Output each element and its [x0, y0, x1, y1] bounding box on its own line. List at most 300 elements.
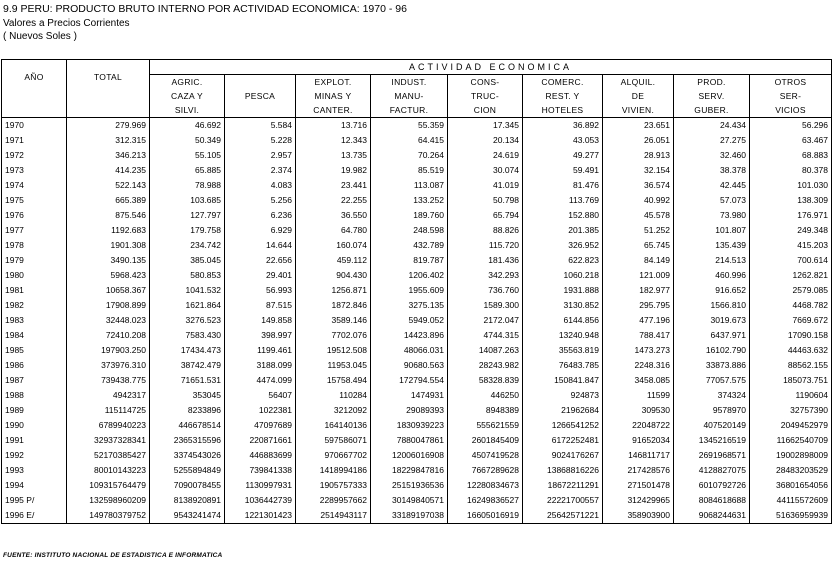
value-cell: 9024176267: [523, 448, 603, 463]
value-cell: 7702.076: [296, 328, 371, 343]
value-cell: 59.491: [523, 163, 603, 178]
value-cell: 42.445: [674, 178, 750, 193]
value-cell: 50.798: [448, 193, 523, 208]
value-cell: 25642571221: [523, 508, 603, 524]
table-row: [2, 118, 832, 134]
value-cell: 4474.099: [225, 373, 296, 388]
value-cell: 32757390: [750, 403, 832, 418]
value-cell: 432.789: [371, 238, 448, 253]
table-row: [2, 178, 832, 193]
table-row: [2, 478, 832, 493]
value-cell: 40.992: [603, 193, 674, 208]
value-cell: 6144.856: [523, 313, 603, 328]
value-cell: 55.105: [150, 148, 225, 163]
value-cell: 65.794: [448, 208, 523, 223]
value-cell: 28243.982: [448, 358, 523, 373]
value-cell: 44115572609: [750, 493, 832, 508]
value-cell: 127.797: [150, 208, 225, 223]
value-cell: 11662540709: [750, 433, 832, 448]
value-cell: 18672211291: [523, 478, 603, 493]
value-cell: 477.196: [603, 313, 674, 328]
value-cell: 56.993: [225, 283, 296, 298]
year-cell: 1975: [2, 193, 67, 208]
value-cell: 3130.852: [523, 298, 603, 313]
value-cell: 57.073: [674, 193, 750, 208]
col-header-activity: [448, 75, 523, 118]
value-cell: 11599: [603, 388, 674, 403]
value-cell: 1266541252: [523, 418, 603, 433]
value-cell: 149.858: [225, 313, 296, 328]
table-row: [2, 343, 832, 358]
value-cell: 1931.888: [523, 283, 603, 298]
value-cell: 7669.672: [750, 313, 832, 328]
value-cell: 179.758: [150, 223, 225, 238]
table-row: [2, 268, 832, 283]
year-cell: 1984: [2, 328, 67, 343]
value-cell: 182.977: [603, 283, 674, 298]
value-cell: 64.780: [296, 223, 371, 238]
value-cell: 85.519: [371, 163, 448, 178]
value-cell: 38742.479: [150, 358, 225, 373]
year-cell: 1989: [2, 403, 67, 418]
table-row: [2, 163, 832, 178]
value-cell: 234.742: [150, 238, 225, 253]
value-cell: 373976.310: [67, 358, 150, 373]
value-cell: 78.988: [150, 178, 225, 193]
value-cell: 48066.031: [371, 343, 448, 358]
value-cell: 113.769: [523, 193, 603, 208]
year-cell: 1972: [2, 148, 67, 163]
value-cell: 19512.508: [296, 343, 371, 358]
value-cell: 36.892: [523, 118, 603, 134]
col-header-year: AÑO: [2, 60, 67, 118]
value-cell: 149780379752: [67, 508, 150, 524]
value-cell: 700.614: [750, 253, 832, 268]
value-cell: 2.374: [225, 163, 296, 178]
value-cell: 197903.250: [67, 343, 150, 358]
value-cell: 63.467: [750, 133, 832, 148]
value-cell: 22221700557: [523, 493, 603, 508]
value-cell: 146811717: [603, 448, 674, 463]
value-cell: 9543241474: [150, 508, 225, 524]
value-cell: 739841338: [225, 463, 296, 478]
value-cell: 138.309: [750, 193, 832, 208]
value-cell: 115.720: [448, 238, 523, 253]
value-cell: 220871661: [225, 433, 296, 448]
value-cell: 4128827075: [674, 463, 750, 478]
value-cell: 12.343: [296, 133, 371, 148]
year-cell: 1995 P/: [2, 493, 67, 508]
value-cell: 3374543026: [150, 448, 225, 463]
value-cell: 189.760: [371, 208, 448, 223]
value-cell: 47097689: [225, 418, 296, 433]
col-header-activity: [750, 75, 832, 118]
value-cell: 32.460: [674, 148, 750, 163]
value-cell: 736.760: [448, 283, 523, 298]
value-cell: 5.256: [225, 193, 296, 208]
table-row: [2, 298, 832, 313]
value-cell: 21962684: [523, 403, 603, 418]
value-cell: 33189197038: [371, 508, 448, 524]
value-cell: 13240.948: [523, 328, 603, 343]
page-title: 9.9 PERU: PRODUCTO BRUTO INTERNO POR ACTIVIDAD ECONOMICA: 1970 - 96: [3, 3, 407, 15]
value-cell: 73.980: [674, 208, 750, 223]
value-cell: 38.378: [674, 163, 750, 178]
value-cell: 2049452979: [750, 418, 832, 433]
col-header-line: SERV.: [698, 91, 725, 101]
value-cell: 970667702: [296, 448, 371, 463]
col-header-activity: [150, 75, 225, 118]
value-cell: 1022381: [225, 403, 296, 418]
value-cell: 819.787: [371, 253, 448, 268]
value-cell: 214.513: [674, 253, 750, 268]
table-row: [2, 148, 832, 163]
value-cell: 17090.158: [750, 328, 832, 343]
value-cell: 5949.052: [371, 313, 448, 328]
year-cell: 1986: [2, 358, 67, 373]
value-cell: 342.293: [448, 268, 523, 283]
value-cell: 1474931: [371, 388, 448, 403]
col-header-line: AGRIC.: [171, 77, 203, 87]
value-cell: 8138920891: [150, 493, 225, 508]
col-header-line: ALQUIL.: [620, 77, 656, 87]
value-cell: 84.149: [603, 253, 674, 268]
value-cell: 522.143: [67, 178, 150, 193]
year-cell: 1985: [2, 343, 67, 358]
table-row: [2, 253, 832, 268]
table-row: [2, 358, 832, 373]
value-cell: 1036442739: [225, 493, 296, 508]
value-cell: 6789940223: [67, 418, 150, 433]
value-cell: 3212092: [296, 403, 371, 418]
col-header-line: TRUC-: [471, 91, 499, 101]
value-cell: 9068244631: [674, 508, 750, 524]
value-cell: 70.264: [371, 148, 448, 163]
value-cell: 22.656: [225, 253, 296, 268]
value-cell: 9578970: [674, 403, 750, 418]
year-cell: 1983: [2, 313, 67, 328]
value-cell: 17908.899: [67, 298, 150, 313]
value-cell: 4468.782: [750, 298, 832, 313]
value-cell: 76483.785: [523, 358, 603, 373]
value-cell: 1905757333: [296, 478, 371, 493]
value-cell: 788.417: [603, 328, 674, 343]
value-cell: 11953.045: [296, 358, 371, 373]
source-note: FUENTE: INSTITUTO NACIONAL DE ESTADISTICA E INFORMATICA: [3, 552, 223, 559]
value-cell: 279.969: [67, 118, 150, 134]
value-cell: 3490.135: [67, 253, 150, 268]
value-cell: 326.952: [523, 238, 603, 253]
col-header-line: PROD.: [697, 77, 726, 87]
value-cell: 1566.810: [674, 298, 750, 313]
table-row: [2, 433, 832, 448]
value-cell: 5968.423: [67, 268, 150, 283]
value-cell: 24.434: [674, 118, 750, 134]
value-cell: 1418994186: [296, 463, 371, 478]
year-cell: 1973: [2, 163, 67, 178]
year-cell: 1992: [2, 448, 67, 463]
value-cell: 3275.135: [371, 298, 448, 313]
value-cell: 6172252481: [523, 433, 603, 448]
col-header-line: DE: [631, 91, 645, 101]
value-cell: 4942317: [67, 388, 150, 403]
year-cell: 1976: [2, 208, 67, 223]
value-cell: 91652034: [603, 433, 674, 448]
value-cell: 101.030: [750, 178, 832, 193]
table-row: [2, 193, 832, 208]
value-cell: 916.652: [674, 283, 750, 298]
value-cell: 36801654056: [750, 478, 832, 493]
value-cell: 385.045: [150, 253, 225, 268]
value-cell: 19.982: [296, 163, 371, 178]
value-cell: 407520149: [674, 418, 750, 433]
col-header-activity: [523, 75, 603, 118]
value-cell: 2691968571: [674, 448, 750, 463]
value-cell: 15758.494: [296, 373, 371, 388]
value-cell: 459.112: [296, 253, 371, 268]
value-cell: 56407: [225, 388, 296, 403]
year-cell: 1979: [2, 253, 67, 268]
col-header-line: CAZA Y: [171, 91, 203, 101]
value-cell: 27.275: [674, 133, 750, 148]
col-header-line: CANTER.: [313, 105, 353, 115]
value-cell: 32937328341: [67, 433, 150, 448]
value-cell: 2172.047: [448, 313, 523, 328]
value-cell: 2248.316: [603, 358, 674, 373]
value-cell: 249.348: [750, 223, 832, 238]
value-cell: 150841.847: [523, 373, 603, 388]
value-cell: 115114725: [67, 403, 150, 418]
value-cell: 295.795: [603, 298, 674, 313]
value-cell: 19002898009: [750, 448, 832, 463]
value-cell: 2365315596: [150, 433, 225, 448]
col-header-line: HOTELES: [541, 105, 584, 115]
value-cell: 665.389: [67, 193, 150, 208]
value-cell: 8084618688: [674, 493, 750, 508]
value-cell: 6437.971: [674, 328, 750, 343]
value-cell: 460.996: [674, 268, 750, 283]
value-cell: 46.692: [150, 118, 225, 134]
value-cell: 248.598: [371, 223, 448, 238]
value-cell: 32448.023: [67, 313, 150, 328]
value-cell: 3019.673: [674, 313, 750, 328]
col-header-line: REST. Y: [545, 91, 580, 101]
col-header-line: MINAS Y: [314, 91, 352, 101]
value-cell: 1830939223: [371, 418, 448, 433]
value-cell: 5255894849: [150, 463, 225, 478]
value-cell: 81.476: [523, 178, 603, 193]
table-row: [2, 403, 832, 418]
value-cell: 1190604: [750, 388, 832, 403]
value-cell: 36.574: [603, 178, 674, 193]
value-cell: 16102.790: [674, 343, 750, 358]
value-cell: 64.415: [371, 133, 448, 148]
table-row: [2, 208, 832, 223]
col-header-line: MANU-: [394, 91, 424, 101]
value-cell: 87.515: [225, 298, 296, 313]
value-cell: 16605016919: [448, 508, 523, 524]
value-cell: 80010143223: [67, 463, 150, 478]
value-cell: 109315764479: [67, 478, 150, 493]
col-header-line: VIVIEN.: [621, 105, 655, 115]
value-cell: 45.578: [603, 208, 674, 223]
col-header-line: OTROS: [774, 77, 807, 87]
col-header-activity: [225, 75, 296, 118]
value-cell: 446883699: [225, 448, 296, 463]
value-cell: 5.228: [225, 133, 296, 148]
value-cell: 739438.775: [67, 373, 150, 388]
value-cell: 41.019: [448, 178, 523, 193]
year-cell: 1981: [2, 283, 67, 298]
value-cell: 24.619: [448, 148, 523, 163]
table-row: [2, 418, 832, 433]
value-cell: 6.236: [225, 208, 296, 223]
value-cell: 35563.819: [523, 343, 603, 358]
value-cell: 55.359: [371, 118, 448, 134]
table-row: [2, 133, 832, 148]
table-row: [2, 238, 832, 253]
value-cell: 185073.751: [750, 373, 832, 388]
table-row: [2, 463, 832, 478]
value-cell: 30149840571: [371, 493, 448, 508]
year-cell: 1994: [2, 478, 67, 493]
col-header-activity: [603, 75, 674, 118]
value-cell: 88.826: [448, 223, 523, 238]
value-cell: 28.913: [603, 148, 674, 163]
value-cell: 353045: [150, 388, 225, 403]
col-header-line: SER-: [779, 91, 802, 101]
value-cell: 176.971: [750, 208, 832, 223]
value-cell: 398.997: [225, 328, 296, 343]
value-cell: 875.546: [67, 208, 150, 223]
value-cell: 217428576: [603, 463, 674, 478]
col-header-line: SILVI.: [174, 105, 200, 115]
value-cell: 4744.315: [448, 328, 523, 343]
value-cell: 13868816226: [523, 463, 603, 478]
table-row: [2, 508, 832, 524]
value-cell: 1206.402: [371, 268, 448, 283]
value-cell: 77057.575: [674, 373, 750, 388]
value-cell: 622.823: [523, 253, 603, 268]
value-cell: 4.083: [225, 178, 296, 193]
value-cell: 555621559: [448, 418, 523, 433]
value-cell: 68.883: [750, 148, 832, 163]
value-cell: 1256.871: [296, 283, 371, 298]
value-cell: 1621.864: [150, 298, 225, 313]
col-header-line: CONS-: [470, 77, 500, 87]
year-cell: 1987: [2, 373, 67, 388]
value-cell: 50.349: [150, 133, 225, 148]
col-header-line: VICIOS: [775, 105, 806, 115]
value-cell: 1060.218: [523, 268, 603, 283]
year-cell: 1971: [2, 133, 67, 148]
value-cell: 28483203529: [750, 463, 832, 478]
value-cell: 4507419528: [448, 448, 523, 463]
value-cell: 18229847816: [371, 463, 448, 478]
value-cell: 33873.886: [674, 358, 750, 373]
value-cell: 103.685: [150, 193, 225, 208]
value-cell: 132598960209: [67, 493, 150, 508]
year-cell: 1978: [2, 238, 67, 253]
value-cell: 7880047861: [371, 433, 448, 448]
value-cell: 446250: [448, 388, 523, 403]
value-cell: 312.315: [67, 133, 150, 148]
value-cell: 101.807: [674, 223, 750, 238]
table-row: [2, 283, 832, 298]
value-cell: 2289957662: [296, 493, 371, 508]
value-cell: 446678514: [150, 418, 225, 433]
value-cell: 20.134: [448, 133, 523, 148]
col-header-activity: [674, 75, 750, 118]
value-cell: 16249836527: [448, 493, 523, 508]
value-cell: 312429965: [603, 493, 674, 508]
value-cell: 164140136: [296, 418, 371, 433]
value-cell: 72410.208: [67, 328, 150, 343]
value-cell: 1872.846: [296, 298, 371, 313]
col-header-line: COMERC.: [541, 77, 584, 87]
value-cell: 110284: [296, 388, 371, 403]
value-cell: 346.213: [67, 148, 150, 163]
value-cell: 2579.085: [750, 283, 832, 298]
col-header-line: PESCA: [244, 91, 276, 101]
value-cell: 52170385427: [67, 448, 150, 463]
value-cell: 36.550: [296, 208, 371, 223]
value-cell: 7667289628: [448, 463, 523, 478]
col-header-total: TOTAL: [67, 60, 150, 118]
value-cell: 23.441: [296, 178, 371, 193]
value-cell: 133.252: [371, 193, 448, 208]
value-cell: 2.957: [225, 148, 296, 163]
value-cell: 181.436: [448, 253, 523, 268]
col-header-line: INDUST.: [391, 77, 427, 87]
value-cell: 10658.367: [67, 283, 150, 298]
value-cell: 44463.632: [750, 343, 832, 358]
year-cell: 1970: [2, 118, 67, 134]
value-cell: 32.154: [603, 163, 674, 178]
value-cell: 65.745: [603, 238, 674, 253]
year-cell: 1977: [2, 223, 67, 238]
pbi-table: [1, 59, 832, 524]
activity-group-header: ACTIVIDAD ECONOMICA: [150, 60, 832, 75]
value-cell: 29.401: [225, 268, 296, 283]
value-cell: 374324: [674, 388, 750, 403]
value-cell: 1192.683: [67, 223, 150, 238]
value-cell: 51.252: [603, 223, 674, 238]
value-cell: 201.385: [523, 223, 603, 238]
value-cell: 12280834673: [448, 478, 523, 493]
value-cell: 43.053: [523, 133, 603, 148]
value-cell: 1221301423: [225, 508, 296, 524]
value-cell: 121.009: [603, 268, 674, 283]
year-cell: 1990: [2, 418, 67, 433]
value-cell: 3188.099: [225, 358, 296, 373]
value-cell: 3458.085: [603, 373, 674, 388]
value-cell: 580.853: [150, 268, 225, 283]
year-cell: 1982: [2, 298, 67, 313]
value-cell: 1130997931: [225, 478, 296, 493]
value-cell: 597586071: [296, 433, 371, 448]
value-cell: 1901.308: [67, 238, 150, 253]
value-cell: 2514943117: [296, 508, 371, 524]
value-cell: 415.203: [750, 238, 832, 253]
value-cell: 1473.273: [603, 343, 674, 358]
value-cell: 58328.839: [448, 373, 523, 388]
table-row: [2, 328, 832, 343]
value-cell: 26.051: [603, 133, 674, 148]
table-row: [2, 373, 832, 388]
year-cell: 1993: [2, 463, 67, 478]
value-cell: 3276.523: [150, 313, 225, 328]
